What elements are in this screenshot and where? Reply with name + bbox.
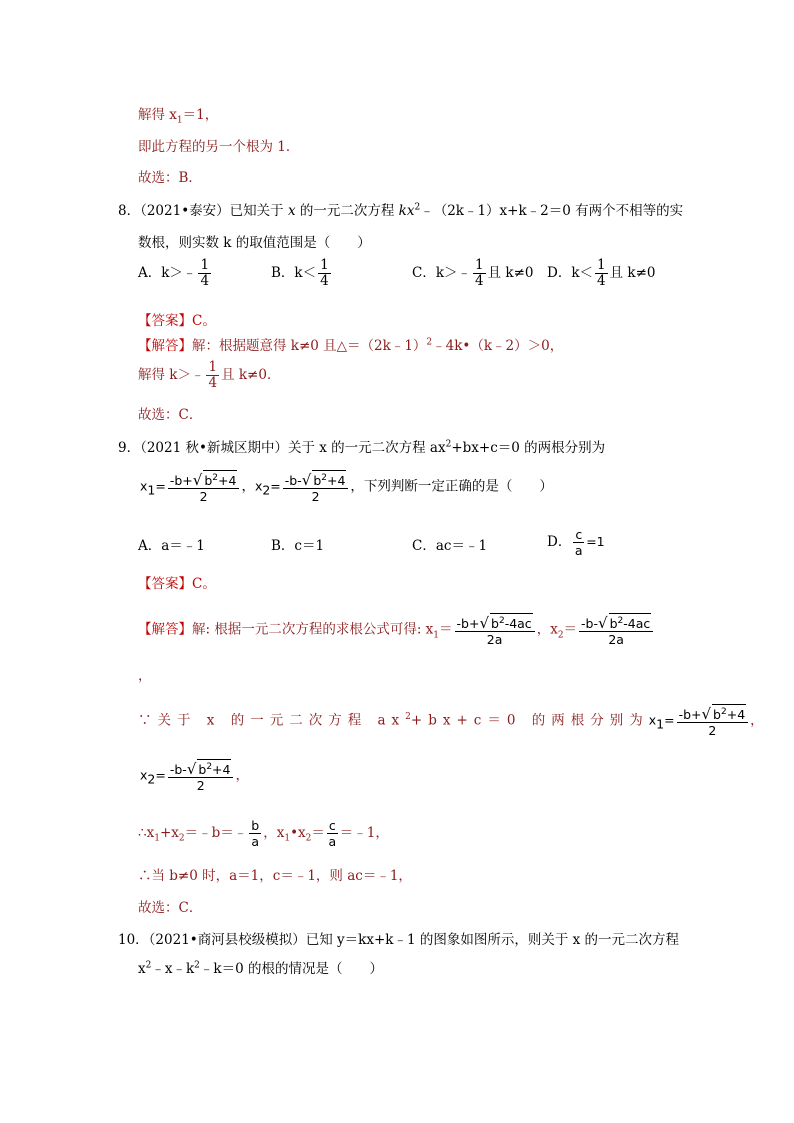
text: =1 bbox=[586, 534, 605, 549]
text: ﹣k＝0 的根的情况是（ ） bbox=[199, 961, 383, 977]
denominator: a bbox=[251, 834, 260, 849]
exp: 2 bbox=[321, 473, 327, 483]
denominator: 4 bbox=[200, 273, 210, 289]
radicand bbox=[490, 613, 533, 631]
q9-therefore-1 bbox=[138, 818, 389, 849]
q9-therefore-2 bbox=[138, 864, 412, 884]
denominator: 4 bbox=[320, 273, 329, 289]
x1-label: x bbox=[140, 478, 148, 494]
q9-option-a bbox=[138, 534, 205, 554]
q8-stem bbox=[118, 199, 683, 219]
text: +4 bbox=[212, 762, 231, 778]
x2-label: x bbox=[550, 621, 558, 638]
denominator: 4 bbox=[597, 273, 606, 289]
subscript: 2 bbox=[262, 482, 271, 498]
denominator: 2 bbox=[311, 489, 320, 505]
text: b bbox=[491, 616, 499, 632]
text: x bbox=[138, 961, 146, 977]
fraction bbox=[206, 360, 219, 391]
text: +bx+c＝0 的两根分别为 bbox=[451, 440, 606, 456]
text: +bx+c＝0 的两根分别为 bbox=[410, 712, 649, 729]
x2-label: x bbox=[254, 478, 263, 494]
fraction bbox=[249, 818, 261, 849]
var-kx: kx bbox=[398, 203, 415, 219]
fraction bbox=[198, 258, 211, 289]
denominator: 2 bbox=[196, 778, 205, 794]
text: A．a＝﹣1 bbox=[138, 538, 205, 554]
subscript: 2 bbox=[305, 833, 312, 844]
text: 10．（2021•商河县校级模拟）已知 y＝kx+k﹣1 的图象如图所示，则关于 x 的一元二次方程 bbox=[118, 932, 680, 948]
q9-because bbox=[138, 704, 764, 738]
q9-solution bbox=[138, 613, 655, 647]
q10-stem bbox=[118, 928, 679, 948]
fraction bbox=[573, 527, 584, 558]
text: ＝1， bbox=[182, 107, 219, 123]
root-x1-fraction bbox=[168, 470, 240, 504]
text: •x bbox=[290, 825, 306, 841]
exp: 2 bbox=[414, 202, 421, 213]
q8-result bbox=[138, 360, 280, 391]
sqrt-icon: √ bbox=[301, 471, 312, 490]
text: -b+ bbox=[678, 707, 702, 723]
text: 数根，则实数 k 的取值范围是（ ） bbox=[138, 235, 371, 251]
text: 的一元二次方程 bbox=[295, 203, 399, 219]
eq: = bbox=[155, 767, 166, 783]
denominator: a bbox=[574, 543, 583, 558]
subscript: 2 bbox=[178, 833, 185, 844]
numerator: 1 bbox=[320, 257, 329, 273]
subscript: 2 bbox=[147, 771, 156, 787]
formula-x1 bbox=[455, 613, 535, 647]
numerator bbox=[677, 704, 749, 723]
q8-choose bbox=[138, 403, 202, 423]
text: 且 k≠0 bbox=[487, 265, 534, 281]
text: ∴当 b≠0 时，a＝1，c＝﹣1，则 ac＝﹣1， bbox=[138, 868, 412, 884]
text: 即此方程的另一个根为 1． bbox=[138, 139, 300, 155]
text: -b- bbox=[581, 616, 599, 632]
numerator bbox=[168, 759, 234, 778]
subscript: 1 bbox=[433, 630, 440, 641]
text: B．c＝1 bbox=[271, 538, 325, 554]
radicand bbox=[197, 759, 231, 777]
q8-answer bbox=[138, 309, 216, 329]
text: 【答案】C。 bbox=[138, 313, 216, 329]
eq: ＝ bbox=[439, 621, 453, 638]
numerator: b bbox=[251, 818, 260, 833]
q9-x2-line bbox=[140, 759, 249, 793]
tag: 【解答】 bbox=[138, 338, 192, 354]
var-x: x bbox=[287, 203, 296, 219]
text: -4ac bbox=[504, 616, 532, 632]
numerator bbox=[283, 470, 349, 489]
sqrt-icon: √ bbox=[701, 705, 712, 724]
text: ﹣（2k﹣1）x+k﹣2＝0 有两个不相等的实 bbox=[420, 203, 684, 219]
exp: 2 bbox=[498, 616, 505, 626]
numerator: 1 bbox=[208, 359, 218, 375]
numerator bbox=[168, 470, 240, 489]
exp: 2 bbox=[194, 960, 200, 971]
q9-option-d bbox=[547, 527, 605, 558]
exp: 2 bbox=[617, 616, 624, 626]
denominator: a bbox=[328, 834, 337, 849]
text: D．k＜ bbox=[547, 265, 594, 281]
text: ， bbox=[241, 478, 255, 495]
text: ∵关于 x 的一元二次方程 ax bbox=[138, 712, 406, 729]
text: ，x bbox=[263, 825, 285, 841]
eq: ＝ bbox=[563, 621, 578, 638]
text: b bbox=[609, 616, 618, 632]
eq: = bbox=[664, 712, 675, 728]
fraction bbox=[473, 258, 486, 289]
numerator bbox=[455, 613, 535, 632]
root-x2-fraction bbox=[283, 470, 349, 504]
q9-roots bbox=[140, 470, 553, 504]
x2-label: x bbox=[140, 767, 148, 783]
q9-option-b bbox=[271, 534, 324, 554]
subscript: 2 bbox=[557, 630, 564, 641]
radicand bbox=[712, 704, 746, 722]
text: +4 bbox=[726, 707, 746, 723]
text: ＝﹣1， bbox=[339, 825, 389, 841]
q9-option-c bbox=[412, 534, 487, 554]
choose-line bbox=[138, 166, 202, 186]
denominator: 2 bbox=[199, 489, 208, 505]
q8-option-d bbox=[547, 258, 655, 289]
text: ， bbox=[235, 767, 249, 784]
exp: 2 bbox=[426, 337, 433, 348]
eq: = bbox=[270, 478, 281, 494]
text: ， bbox=[536, 621, 551, 638]
text: 8．（2021•泰安）已知关于 bbox=[118, 203, 288, 219]
x1-label: x bbox=[648, 712, 657, 728]
text: ＝ bbox=[311, 825, 325, 841]
text: ﹣4k•（k﹣2）＞0， bbox=[432, 338, 564, 354]
numerator: c bbox=[575, 527, 583, 542]
numerator: 1 bbox=[475, 257, 484, 273]
text: D． bbox=[547, 534, 572, 550]
text: A．k＞﹣ bbox=[138, 265, 197, 281]
sqrt-icon: √ bbox=[192, 471, 203, 490]
solve-line bbox=[138, 103, 218, 126]
text: b bbox=[204, 473, 213, 489]
subscript: 1 bbox=[656, 716, 665, 732]
text: ，下列判断一定正确的是（ ） bbox=[350, 478, 553, 495]
q9-trailing-comma bbox=[138, 664, 152, 684]
denominator: 4 bbox=[208, 375, 218, 391]
text: -b+ bbox=[456, 616, 480, 632]
q8-option-c bbox=[412, 258, 533, 289]
text: 9．（2021 秋•新城区期中）关于 x 的一元二次方程 ax bbox=[118, 440, 446, 456]
q8-option-a bbox=[138, 258, 213, 289]
eq: = bbox=[155, 478, 166, 494]
tag: 【解答】 bbox=[138, 621, 192, 638]
subscript: 1 bbox=[147, 482, 156, 498]
text: +x bbox=[159, 825, 179, 841]
text: ， bbox=[750, 712, 764, 729]
fraction bbox=[327, 818, 338, 849]
fraction bbox=[595, 258, 608, 289]
text: ， bbox=[138, 668, 152, 684]
numerator: 1 bbox=[597, 257, 606, 273]
denominator: 4 bbox=[475, 273, 484, 289]
q8-stem-2 bbox=[138, 231, 371, 251]
root-line bbox=[138, 135, 299, 155]
text: C．k＞﹣ bbox=[412, 265, 472, 281]
text: 且 k≠0． bbox=[221, 367, 281, 383]
q9-stem bbox=[118, 436, 605, 456]
subscript: 1 bbox=[176, 115, 183, 126]
radicand bbox=[203, 470, 237, 488]
text: 解：根据题意得 k≠0 且△＝（2k﹣1） bbox=[192, 338, 427, 354]
sqrt-icon: √ bbox=[598, 614, 608, 633]
text: 【答案】C。 bbox=[138, 576, 216, 592]
text: 解得 k＞﹣ bbox=[138, 367, 205, 383]
q9-answer bbox=[138, 572, 216, 592]
numerator: c bbox=[328, 818, 336, 833]
text: +4 bbox=[326, 473, 346, 489]
exp: 2 bbox=[445, 439, 452, 450]
numerator: 1 bbox=[200, 257, 210, 273]
text: ＝﹣b＝﹣ bbox=[184, 825, 248, 841]
text: 故选：B． bbox=[138, 170, 202, 186]
subscript: 1 bbox=[284, 833, 291, 844]
text: C．ac＝﹣1 bbox=[412, 538, 488, 554]
fraction bbox=[318, 258, 331, 289]
text: 故选：C． bbox=[138, 900, 203, 916]
text: b bbox=[713, 707, 721, 723]
exp: 2 bbox=[405, 712, 411, 723]
text: B．k＜ bbox=[271, 265, 317, 281]
root-x1-fraction bbox=[677, 704, 749, 738]
radicand bbox=[312, 470, 346, 488]
denominator: 2 bbox=[708, 723, 717, 739]
text: 解得 x bbox=[138, 107, 177, 123]
text: b bbox=[198, 762, 207, 778]
subscript: 1 bbox=[154, 833, 160, 844]
q10-stem-2 bbox=[138, 957, 383, 977]
root-x2-fraction bbox=[168, 759, 234, 793]
radicand bbox=[609, 613, 652, 631]
q8-solution bbox=[138, 334, 563, 354]
exp: 2 bbox=[206, 762, 213, 772]
exp: 2 bbox=[145, 960, 152, 971]
text: 故选：C． bbox=[138, 407, 203, 423]
text: -4ac bbox=[623, 616, 651, 632]
q9-choose bbox=[138, 896, 202, 916]
exp: 2 bbox=[212, 473, 218, 483]
numerator bbox=[579, 613, 653, 632]
formula-x2 bbox=[579, 613, 653, 647]
denominator: 2a bbox=[608, 632, 624, 648]
exp: 2 bbox=[720, 707, 727, 717]
sqrt-icon: √ bbox=[186, 760, 197, 779]
text: -b+ bbox=[169, 473, 193, 489]
text: -b- bbox=[284, 473, 302, 489]
text: ﹣x﹣k bbox=[151, 961, 195, 977]
denominator: 2a bbox=[486, 632, 503, 648]
q8-option-b bbox=[271, 258, 333, 289]
text: b bbox=[313, 473, 322, 489]
text: 解: 根据一元二次方程的求根公式可得: x bbox=[192, 621, 434, 638]
text: -b- bbox=[169, 762, 187, 778]
text: ∴x bbox=[138, 825, 155, 841]
sqrt-icon: √ bbox=[479, 614, 490, 633]
text: +4 bbox=[218, 473, 237, 489]
text: 且 k≠0 bbox=[609, 265, 656, 281]
